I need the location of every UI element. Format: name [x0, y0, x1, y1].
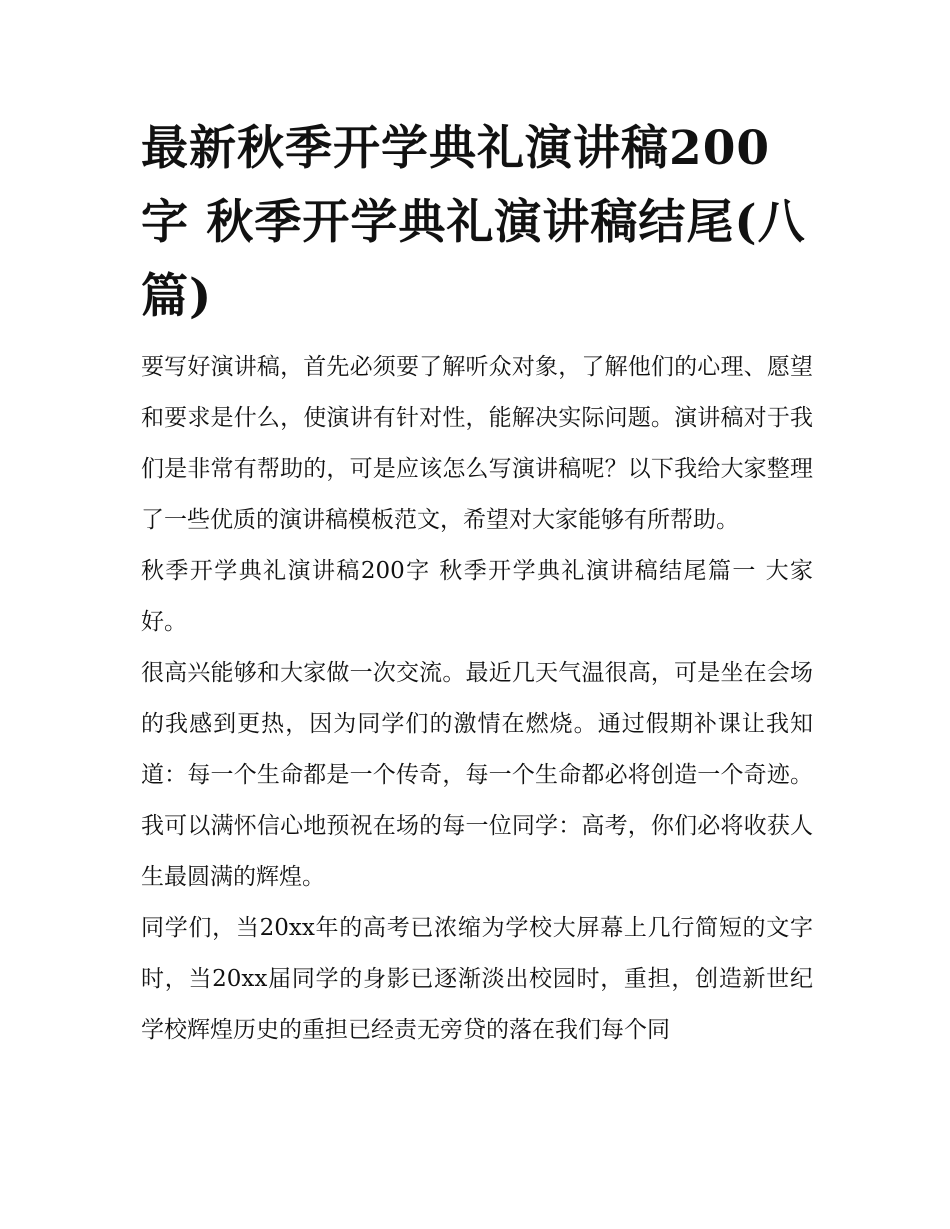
paragraph-body-2: 同学们，当20xx年的高考已浓缩为学校大屏幕上几行简短的文字时，当20xx届同学的身影已逐渐淡出校园时，重担，创造新世纪学校辉煌历史的重担已经责无旁贷的落在我们每个同 [141, 915, 813, 1043]
paragraph-section-heading: 秋季开学典礼演讲稿200字 秋季开学典礼演讲稿结尾篇一 大家好。 [141, 558, 813, 635]
paragraph-body-1: 很高兴能够和大家做一次交流。最近几天气温很高，可是坐在会场的我感到更热，因为同学们的激情在燃烧。通过假期补课让我知道：每一个生命都是一个传奇，每一个生命都必将创造一个奇迹。我可以满怀信心地预祝在场的每一位同学：高考，你们必将收获人生最圆满的辉煌。 [141, 660, 813, 890]
document-title: 最新秋季开学典礼演讲稿200字 秋季开学典礼演讲稿结尾(八篇) [141, 121, 806, 324]
document-page [141, 112, 813, 1056]
paragraph-intro: 要写好演讲稿，首先必须要了解听众对象，了解他们的心理、愿望和要求是什么，使演讲有针对性，能解决实际问题。演讲稿对于我们是非常有帮助的，可是应该怎么写演讲稿呢？以下我给大家整理了一些优质的演讲稿模板范文，希望对大家能够有所帮助。 [141, 354, 813, 533]
